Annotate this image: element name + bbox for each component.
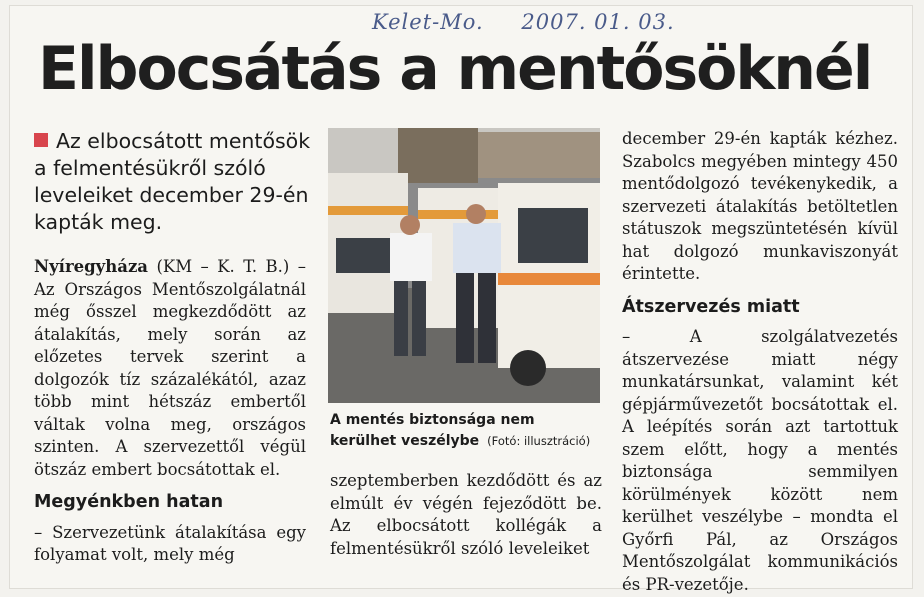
subhead-atszervezes: Átszervezés miatt bbox=[622, 296, 800, 317]
ambulance-photo bbox=[328, 128, 600, 403]
photo-credit: (Fotó: illusztráció) bbox=[487, 434, 591, 448]
handwritten-source-note bbox=[372, 10, 675, 34]
column-3 bbox=[622, 128, 898, 596]
subhead-megyenkben: Megyénkben hatan bbox=[34, 492, 224, 512]
column-3-text-2: – A szolgálatvezetés átszervezése miatt négy munkatársunkat, valamint két gépjárművezetőt bocsátottak el. A leépítés során azt tartottuk szem előtt, hogy a mentés biztonsága semmilyen körülmények között nem kerülhet veszélybe – mondta el Győrfi Pál, az Országos Mentőszolgálat kommunikációs és PR-vezetője. bbox=[622, 327, 898, 594]
column-2 bbox=[330, 470, 602, 560]
dateline: Nyíregyháza bbox=[34, 257, 149, 276]
handwritten-date: 2007. 01. 03. bbox=[521, 10, 675, 34]
column-3-text: december 29-én kapták kézhez. Szabolcs megyében mintegy 450 mentődolgozó tevékenykedik, a szervezeti átalakítás betöltetlen státuszok megszüntetésén kívül hat dolgozó munkaviszonyát érintette. bbox=[622, 129, 898, 283]
headline: Elbocsátás a mentősöknél bbox=[38, 34, 872, 104]
body-paragraph-1-text: (KM – K. T. B.) – Az Országos Mentőszolgálatnál még ősszel megkezdődött az átalakítás, mely során az előzetes tervek szerint a dolgozók tíz százalékától, azaz több mint hétszáz embertől váltak volna meg, országos szinten. A szervezettől végül ötszáz embert bocsátottak el. bbox=[34, 257, 306, 479]
lead-paragraph bbox=[34, 128, 319, 236]
lead-text: Az elbocsátott mentősök a felmentésükről szóló leveleiket december 29-én kapták meg. bbox=[34, 129, 311, 234]
body-paragraph-2: – Szervezetünk átalakítása egy folyamat volt, mely még bbox=[34, 522, 306, 564]
photo-caption bbox=[330, 410, 600, 452]
body-paragraph-1 bbox=[34, 256, 306, 481]
red-square-icon bbox=[34, 133, 48, 147]
photo-caption-text: A mentés biztonsága nem kerülhet veszélybe bbox=[330, 412, 535, 449]
handwritten-paper-name: Kelet-Mo. bbox=[372, 10, 484, 34]
ambulance-photo-illustration bbox=[328, 128, 600, 403]
column-1 bbox=[34, 256, 306, 567]
column-2-text: szeptemberben kezdődött és az elmúlt év végén fejeződött be. Az elbocsátott kollégák a felmentésükről szóló leveleiket bbox=[330, 471, 602, 558]
